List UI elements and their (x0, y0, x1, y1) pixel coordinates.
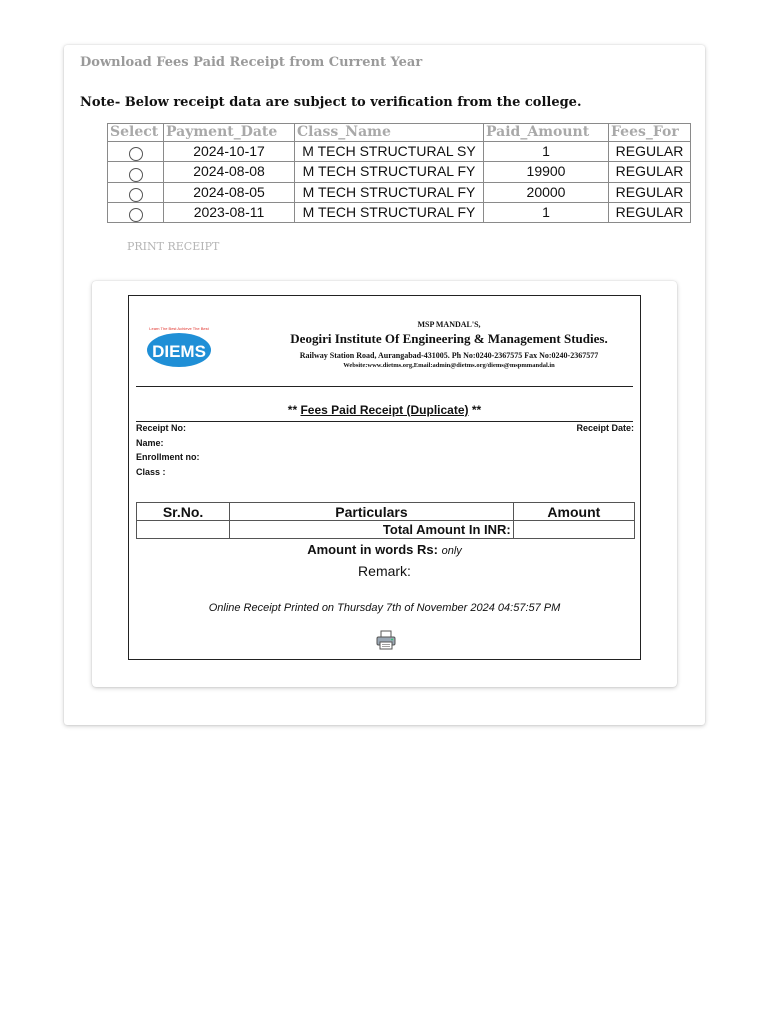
column-header-sr-no: Sr.No. (137, 503, 230, 521)
column-header-select: Select (108, 124, 164, 142)
select-cell (108, 142, 164, 162)
receipt-title (129, 403, 640, 417)
table-row (108, 142, 691, 162)
select-cell (108, 162, 164, 182)
column-header-payment-date: Payment_Date (164, 124, 295, 142)
printed-timestamp: Online Receipt Printed on Thursday 7th of November 2024 04:57:57 PM (208, 602, 561, 614)
fees-for-cell: REGULAR (609, 162, 691, 182)
logo-wordmark: DIEMS (152, 342, 206, 361)
institute-address: Railway Station Road, Aurangabad-431005. Ph No:0240-2367575 Fax No:0240-2367577 (299, 351, 599, 360)
name-label: Name: (136, 438, 164, 448)
column-header-paid-amount: Paid_Amount (484, 124, 609, 142)
paid-amount-cell: 1 (484, 202, 609, 222)
fees-for-cell: REGULAR (609, 182, 691, 202)
amount-in-words-label: Amount in words Rs: (307, 542, 438, 557)
diems-logo (146, 322, 212, 368)
print-receipt-button[interactable]: PRINT RECEIPT (127, 240, 220, 253)
title-prefix: ** (287, 403, 301, 417)
total-empty-cell (137, 521, 230, 539)
verification-note: Note- Below receipt data are subject to verification from the college. (80, 95, 582, 110)
particulars-table (136, 502, 635, 539)
class-name-cell: M TECH STRUCTURAL SY (295, 142, 484, 162)
paid-amount-cell: 19900 (484, 162, 609, 182)
institute-parent: MSP MANDAL'S, (417, 320, 481, 329)
payment-date-cell: 2024-08-05 (164, 182, 295, 202)
class-name-cell: M TECH STRUCTURAL FY (295, 182, 484, 202)
remark-label: Remark: (358, 563, 411, 579)
row-select-radio[interactable] (129, 188, 143, 202)
table-row (108, 202, 691, 222)
receipt-date-label: Receipt Date: (576, 423, 634, 433)
enrollment-no-label: Enrollment no: (136, 452, 200, 462)
row-select-radio[interactable] (129, 208, 143, 222)
column-header-particulars: Particulars (230, 503, 514, 521)
institute-header (269, 320, 629, 369)
amount-in-words-suffix: only (441, 545, 462, 557)
column-header-class-name: Class_Name (295, 124, 484, 142)
select-cell (108, 202, 164, 222)
receipt-document (128, 295, 641, 660)
fees-payment-table (107, 123, 691, 223)
title-text: Fees Paid Receipt (Duplicate) (300, 403, 469, 417)
institute-name: Deogiri Institute Of Engineering & Management Studies. (290, 331, 608, 346)
receipt-download-card (64, 45, 705, 725)
payment-date-cell: 2024-08-08 (164, 162, 295, 182)
title-divider (136, 421, 633, 422)
fees-for-cell: REGULAR (609, 142, 691, 162)
header-divider (136, 386, 633, 387)
column-header-amount: Amount (513, 503, 634, 521)
class-label: Class : (136, 467, 166, 477)
logo-tagline: Learn The Best Achieve The Best (149, 326, 209, 331)
amount-in-words (129, 542, 640, 557)
page-heading: Download Fees Paid Receipt from Current Year (80, 55, 423, 70)
fees-for-cell: REGULAR (609, 202, 691, 222)
paid-amount-cell: 20000 (484, 182, 609, 202)
table-row (108, 162, 691, 182)
row-select-radio[interactable] (129, 168, 143, 182)
particulars-header-row (137, 503, 635, 521)
printer-icon[interactable] (375, 629, 397, 651)
class-name-cell: M TECH STRUCTURAL FY (295, 202, 484, 222)
paid-amount-cell: 1 (484, 142, 609, 162)
title-suffix: ** (468, 403, 482, 417)
row-select-radio[interactable] (129, 147, 143, 161)
total-row (137, 521, 635, 539)
table-row (108, 182, 691, 202)
payment-date-cell: 2023-08-11 (164, 202, 295, 222)
payment-date-cell: 2024-10-17 (164, 142, 295, 162)
fees-table-header-row (108, 124, 691, 142)
receipt-preview-card (92, 281, 677, 687)
total-amount-value (513, 521, 634, 539)
column-header-fees-for: Fees_For (609, 124, 691, 142)
class-name-cell: M TECH STRUCTURAL FY (295, 162, 484, 182)
total-amount-label: Total Amount In INR: (230, 521, 514, 539)
receipt-no-label: Receipt No: (136, 423, 187, 433)
select-cell (108, 182, 164, 202)
institute-website: Website:www.dietms.org,Email:admin@dietms.org/diems@mspmmandal.in (343, 362, 555, 369)
